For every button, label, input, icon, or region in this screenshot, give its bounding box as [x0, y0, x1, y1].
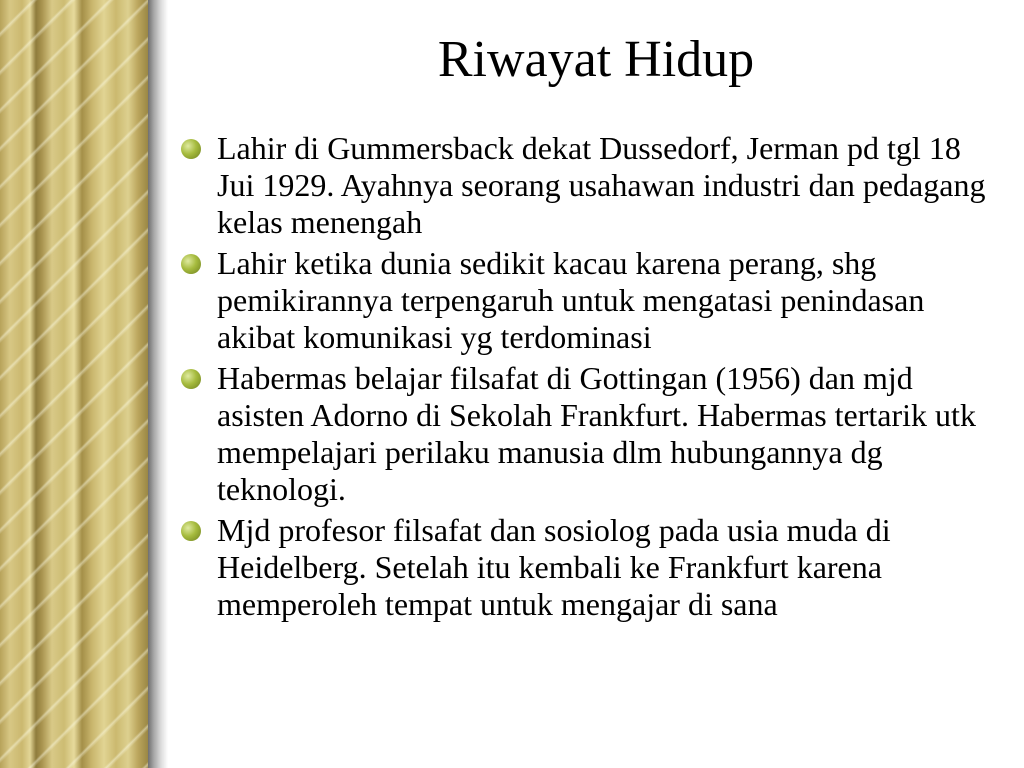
bullet-item — [181, 512, 1006, 623]
decorative-gold-column — [0, 0, 148, 768]
bullet-item — [181, 130, 1006, 241]
bullet-dot-icon — [181, 521, 201, 541]
bullet-text: Lahir ketika dunia sedikit kacau karena perang, shg pemikirannya terpengaruh untuk mengatasi penindasan akibat komunikasi yg terdominasi — [217, 245, 925, 355]
bullet-text: Mjd profesor filsafat dan sosiolog pada usia muda di Heidelberg. Setelah itu kembali ke Frankfurt karena memperoleh tempat untuk mengajar di sana — [217, 512, 891, 622]
bullet-dot-icon — [181, 139, 201, 159]
column-shadow — [148, 0, 168, 768]
bullet-dot-icon — [181, 254, 201, 274]
bullet-text: Lahir di Gummersback dekat Dussedorf, Jerman pd tgl 18 Jui 1929. Ayahnya seorang usahawan industri dan pedagang kelas menengah — [217, 130, 986, 240]
slide-title: Riwayat Hidup — [437, 31, 755, 88]
bullet-dot-icon — [181, 369, 201, 389]
bullet-item — [181, 360, 1006, 508]
bullet-item — [181, 245, 1006, 356]
bullet-list — [181, 130, 1006, 627]
bullet-text: Habermas belajar filsafat di Gottingan (1956) dan mjd asisten Adorno di Sekolah Frankfurt. Habermas tertarik utk mempelajari perilaku manusia dlm hubungannya dg teknologi. — [217, 360, 976, 507]
